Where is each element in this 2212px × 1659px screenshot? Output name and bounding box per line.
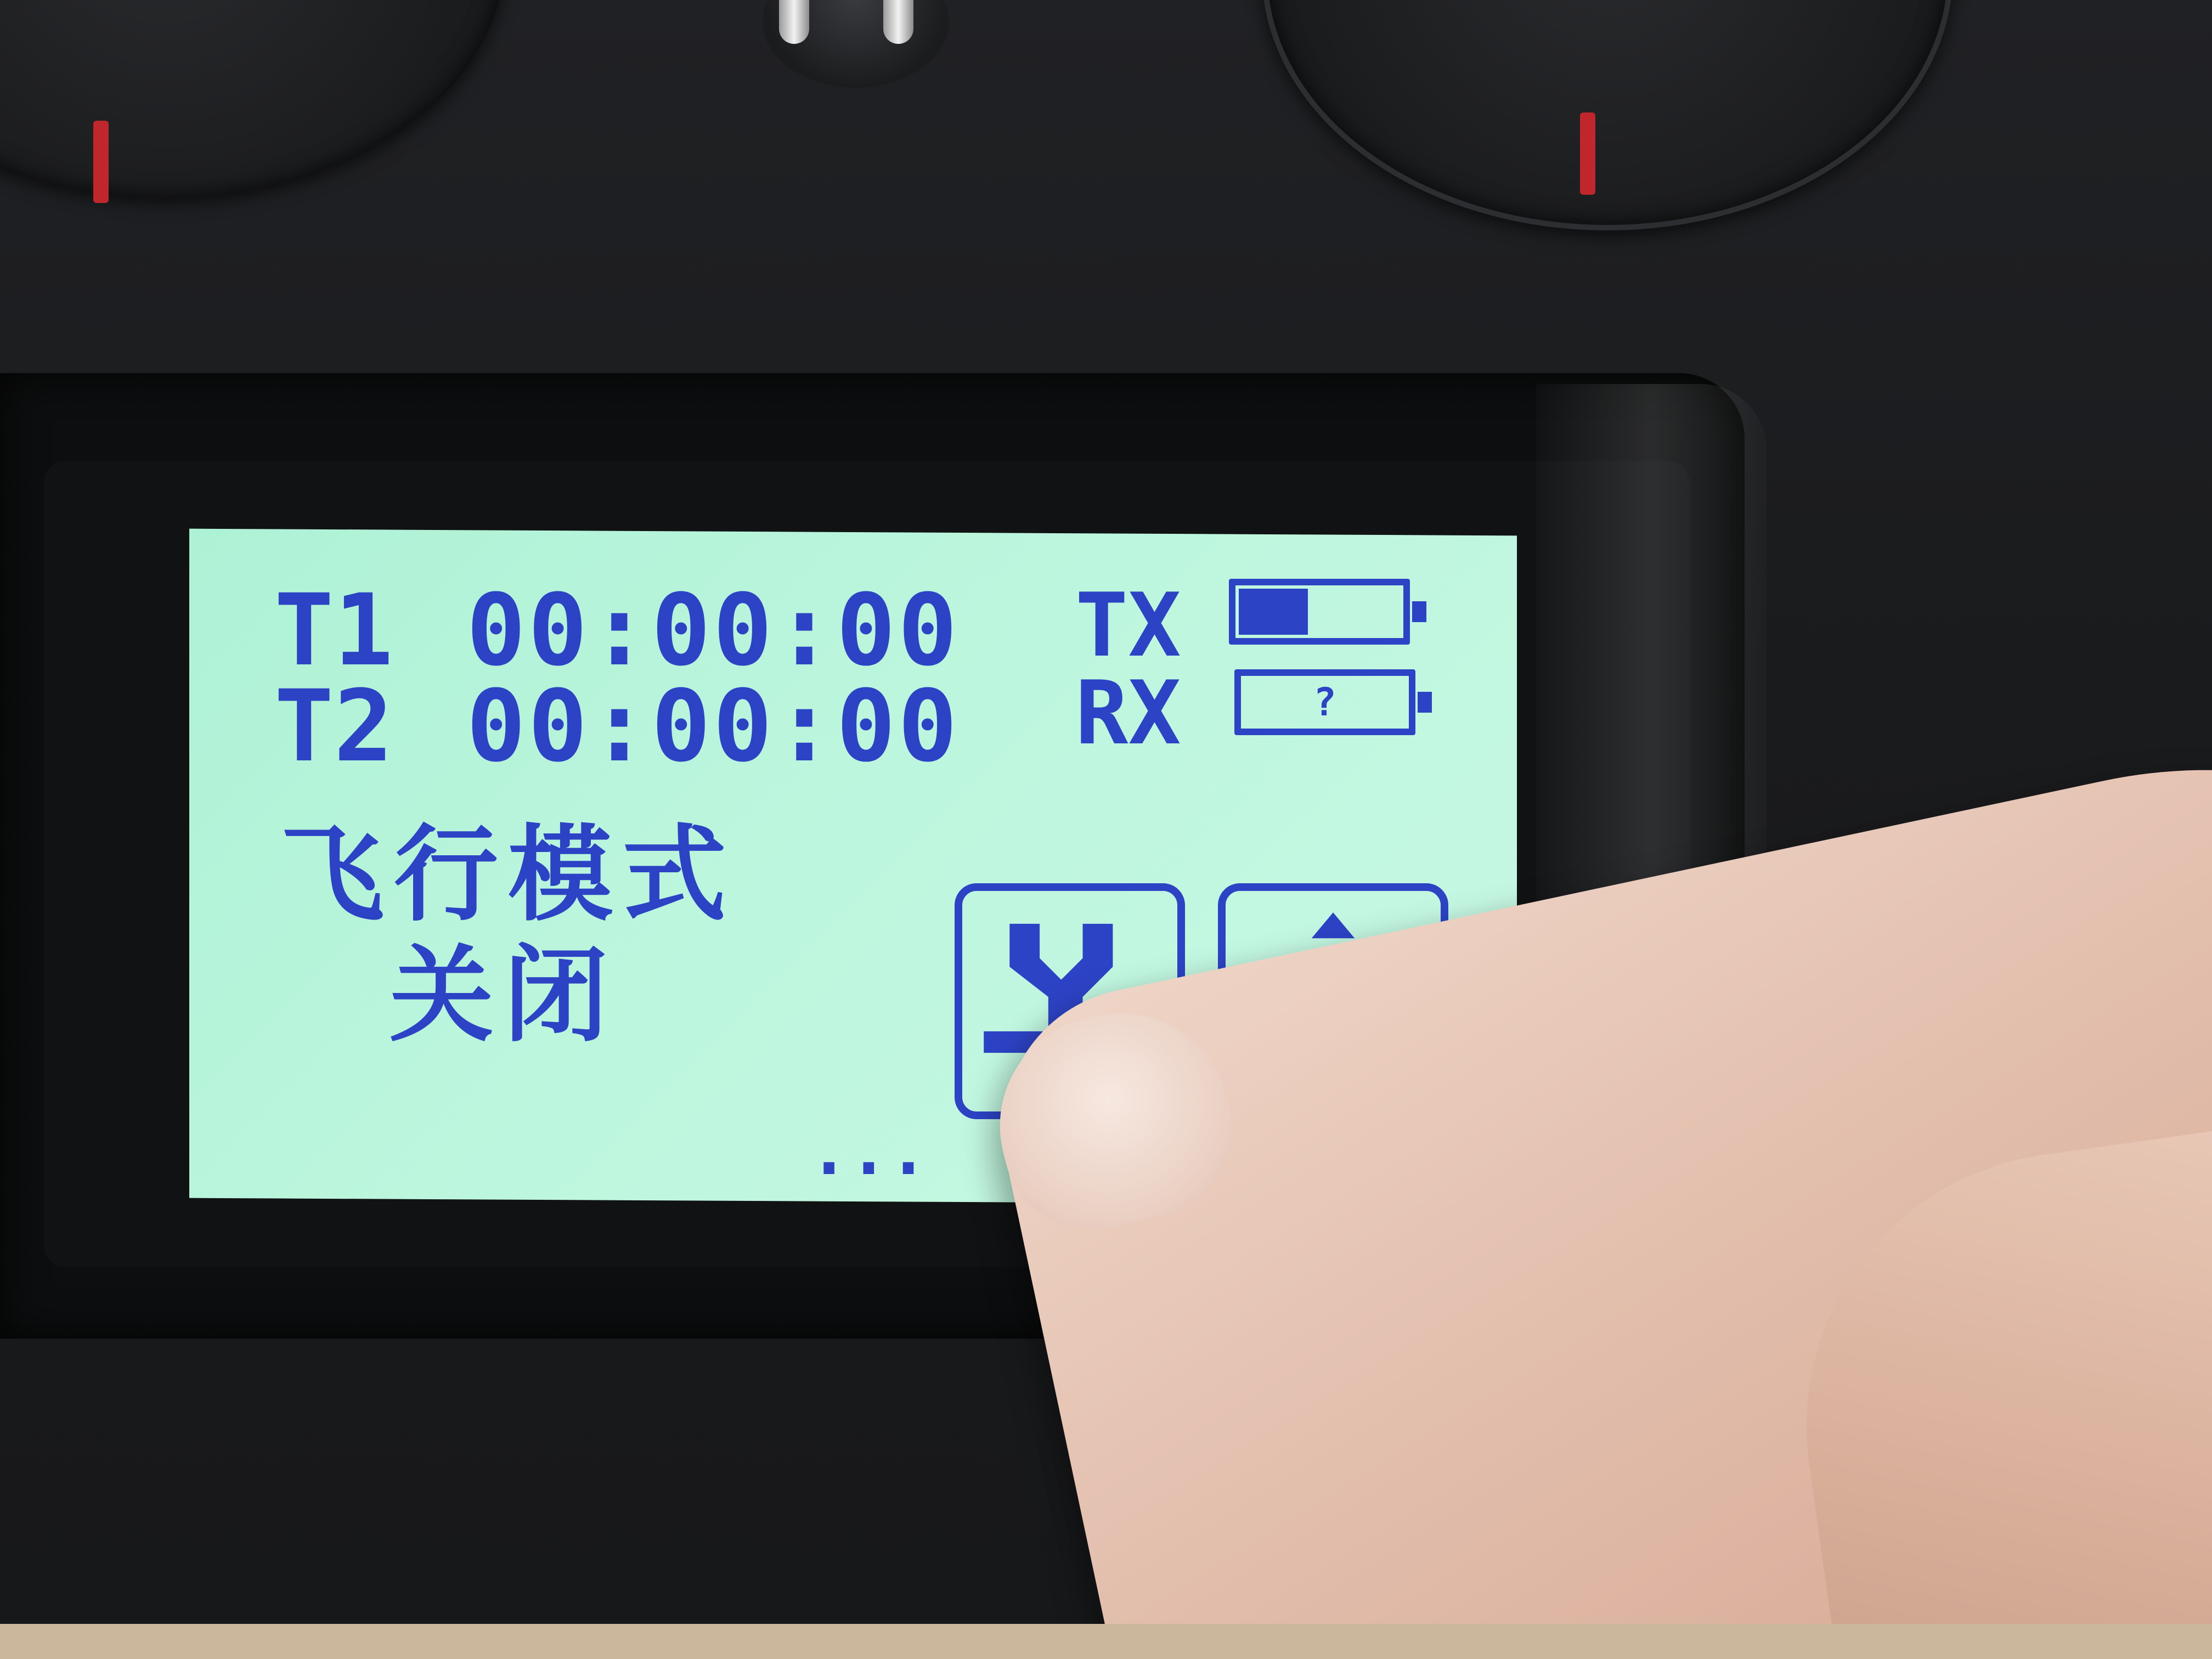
tx-battery-fill [1239,589,1308,635]
right-gimbal-red-mark [1580,112,1595,195]
timer-1-value: 00:00:00 [466,573,960,688]
toggle-switch-right[interactable] [883,0,913,44]
page-indicator: ... [809,1114,928,1190]
rx-battery-label: RX [1075,662,1181,764]
left-gimbal[interactable] [0,0,505,198]
right-gimbal[interactable] [1262,0,1953,230]
tx-battery-icon [1229,579,1410,645]
timer-2-label: T2 [274,669,393,784]
timer-1-label: T1 [274,573,393,688]
left-gimbal-red-mark [93,121,109,203]
desk-surface [0,1624,2212,1659]
flight-mode-value: 关闭 [390,935,618,1056]
rx-battery-status: ? [1313,680,1337,725]
toggle-switch-left[interactable] [779,0,809,44]
rx-battery-icon [1234,669,1415,735]
tx-battery-label: TX [1075,574,1181,676]
timer-2-value: 00:00:00 [466,669,960,784]
flight-mode-title: 飞行模式 [280,814,737,935]
